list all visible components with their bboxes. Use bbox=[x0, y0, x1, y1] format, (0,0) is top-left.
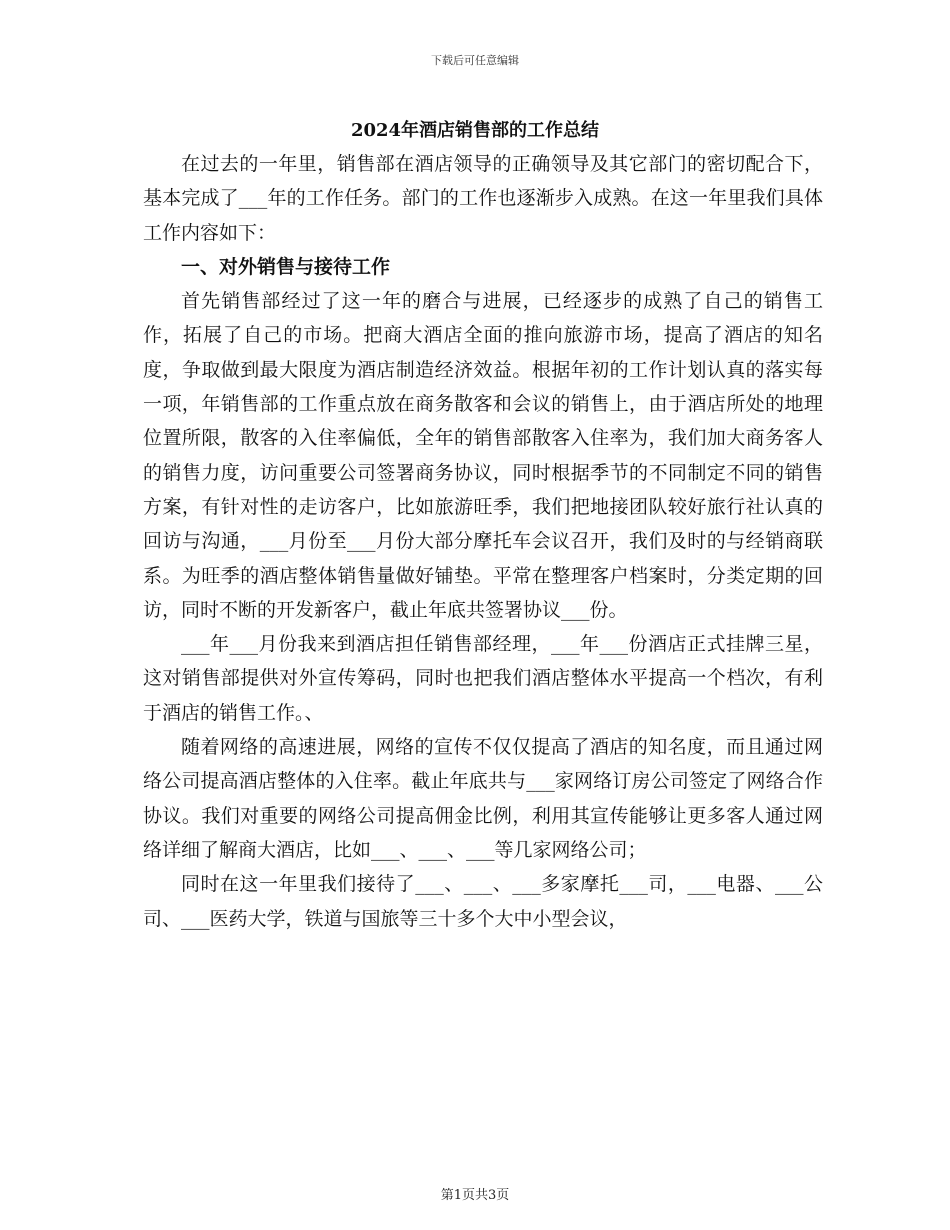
document-body bbox=[143, 147, 823, 936]
sales-paragraph: 首先销售部经过了这一年的磨合与进展，已经逐步的成熟了自己的销售工作，拓展了自己的市场。把商大酒店全面的推向旅游市场，提高了酒店的知名度，争取做到最大限度为酒店制造经济效益。根据年初的工作计划认真的落实每一项，年销售部的工作重点放在商务散客和会议的销售上，由于酒店所处的地理位置所限，散客的入住率偏低，全年的销售部散客入住率为，我们加大商务客人的销售力度，访问重要公司签署商务协议，同时根据季节的不同制定不同的销售方案，有针对性的走访客户，比如旅游旺季，我们把地接团队较好旅行社认真的回访与沟通，___月份至___月份大部分摩托车会议召开，我们及时的与经销商联系。为旺季的酒店整体销售量做好铺垫。平常在整理客户档案时，分类定期的回访，同时不断的开发新客户，截止年底共签署协议___份。 bbox=[143, 290, 823, 621]
page-footer-number: 第1页共3页 bbox=[440, 1188, 510, 1203]
manager-paragraph: ___年___月份我来到酒店担任销售部经理，___年___份酒店正式挂牌三星，这对销售部提供对外宣传筹码，同时也把我们酒店整体水平提高一个档次，有利于酒店的销售工作。、 bbox=[143, 633, 823, 724]
network-paragraph: 随着网络的高速进展，网络的宣传不仅仅提高了酒店的知名度，而且通过网络公司提高酒店整体的入住率。截止年底共与___家网络订房公司签定了网络合作协议。我们对重要的网络公司提高佣金比例，利用其宣传能够让更多客人通过网络详细了解商大酒店，比如___、___、___等几家网络公司； bbox=[143, 736, 823, 861]
reception-paragraph: 同时在这一年里我们接待了___、___、___多家摩托___司，___电器、___公司、___医药大学，铁道与国旅等三十多个大中小型会议， bbox=[143, 873, 823, 930]
document-title: 2024年酒店销售部的工作总结 bbox=[350, 120, 600, 141]
page-header-note: 下载后可任意编辑 bbox=[431, 54, 519, 67]
section-heading-sales: 一、对外销售与接待工作 bbox=[181, 255, 391, 278]
intro-paragraph: 在过去的一年里，销售部在酒店领导的正确领导及其它部门的密切配合下，基本完成了___年的工作任务。部门的工作也逐渐步入成熟。在这一年里我们具体工作内容如下： bbox=[143, 153, 823, 244]
